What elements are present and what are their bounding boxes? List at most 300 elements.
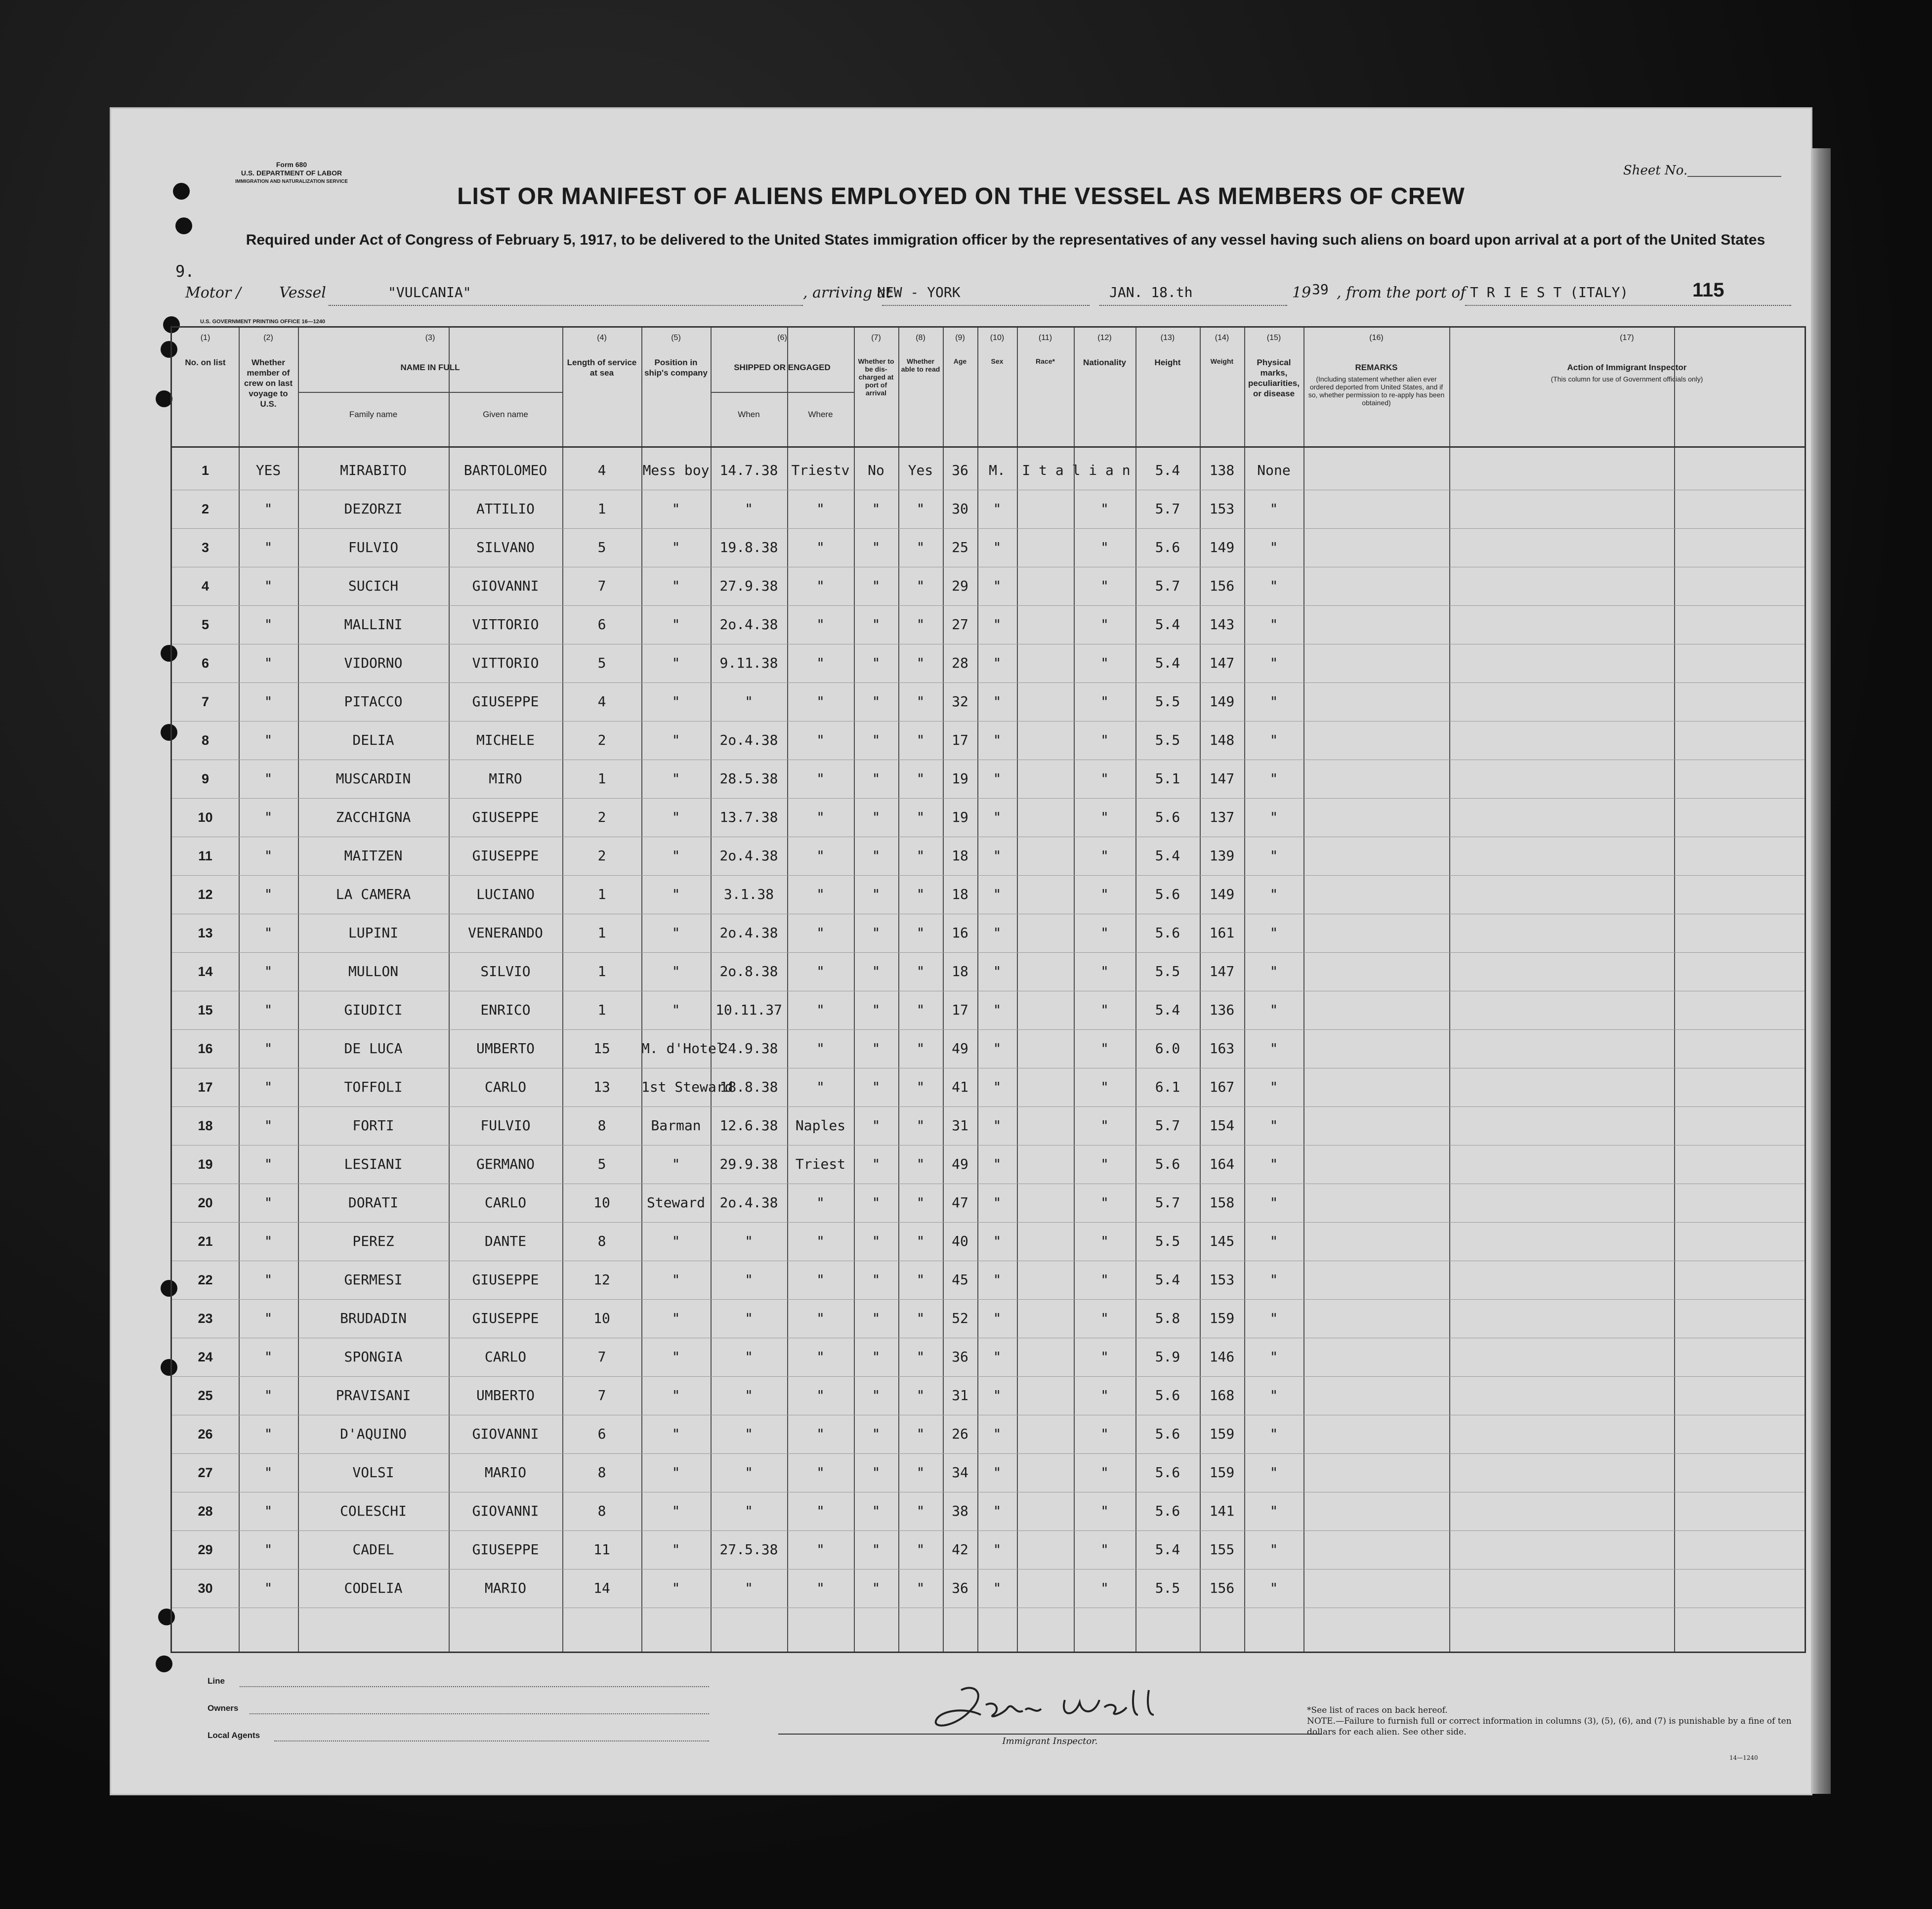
owners-field [250,1713,709,1714]
cell-weight: 161 [1209,925,1235,941]
cell-age: 34 [952,1464,968,1481]
cell-height: 5.6 [1155,1464,1180,1481]
cell-discharged: No [868,462,884,478]
cell-given: GIOVANNI [472,578,539,594]
cell-marks: " [1269,1541,1278,1558]
cell-weight: 158 [1209,1194,1235,1211]
cell-nationality: " [1100,1503,1109,1519]
cell-service: 8 [597,1233,606,1249]
crew-table [170,326,1806,1653]
cell-where: " [816,1272,825,1288]
cell-last: " [264,539,273,555]
table-row [172,1530,1805,1569]
column-number: (2) [263,334,273,342]
cell-given: VENERANDO [468,925,543,941]
column-header: Age [953,357,967,365]
cell-sex: " [993,1194,1002,1211]
cell-position: M. d'Hotel [641,1040,725,1057]
cell-given: ATTILIO [476,501,535,517]
cell-where: " [816,1541,825,1558]
cell-height: 5.5 [1155,732,1180,748]
cell-where: " [816,578,825,594]
cell-nationality: " [1100,616,1109,633]
cell-when: " [745,1580,753,1596]
cell-sex: " [993,616,1002,633]
cell-last: " [264,848,273,864]
cell-position: " [672,732,680,748]
cell-where: " [816,848,825,864]
cell-weight: 149 [1209,539,1235,555]
table-row [172,991,1805,1029]
cell-marks: " [1269,1002,1278,1018]
form-number: Form 680 [276,161,307,169]
cell-service: 7 [597,1387,606,1403]
cell-height: 5.1 [1155,770,1180,787]
cell-where: Naples [795,1117,846,1134]
cell-age: 18 [952,848,968,864]
cell-sex: " [993,539,1002,555]
cell-position: " [672,1464,680,1481]
cell-when: 2o.4.38 [719,616,778,633]
cell-height: 5.4 [1155,1272,1180,1288]
cell-when: 14.7.38 [719,462,778,478]
cell-height: 5.6 [1155,1387,1180,1403]
table-row [172,1338,1805,1376]
fine-note: NOTE.—Failure to furnish full or correct information in columns (3), (5), (6), and (7) is punishable by a fine of ten dollars for each alien. See other side. [1307,1716,1792,1737]
table-row [172,451,1805,490]
cell-nationality: " [1100,886,1109,902]
cell-last: " [264,1580,273,1596]
cell-age: 49 [952,1156,968,1172]
cell-when: " [745,1310,753,1326]
vessel-underline [329,305,803,306]
cell-age: 41 [952,1079,968,1095]
cell-nationality: " [1100,1194,1109,1211]
cell-sex: " [993,732,1002,748]
cell-no: 20 [198,1195,213,1210]
cell-where: " [816,886,825,902]
cell-no: 3 [201,540,210,555]
table-row [172,1453,1805,1492]
cell-read: " [916,963,925,979]
cell-marks: " [1269,1233,1278,1249]
cell-marks: " [1269,616,1278,633]
cell-service: 1 [597,1002,606,1018]
cell-where: " [816,1387,825,1403]
cell-height: 5.5 [1155,693,1180,710]
cell-given: MICHELE [476,732,535,748]
table-row [172,952,1805,991]
cell-age: 19 [952,809,968,825]
cell-discharged: " [872,1387,881,1403]
cell-sex: " [993,1079,1002,1095]
column-header: SHIPPED OR ENGAGED [734,363,831,372]
cell-last: " [264,616,273,633]
cell-when: " [745,1272,753,1288]
cell-service: 5 [597,655,606,671]
cell-age: 45 [952,1272,968,1288]
row-divider [172,1376,1805,1377]
cell-given: FULVIO [480,1117,531,1134]
cell-sex: " [993,1272,1002,1288]
cell-family: LUPINI [348,925,399,941]
cell-position: " [672,501,680,517]
row-divider [172,1569,1805,1570]
cell-height: 5.6 [1155,1426,1180,1442]
cell-nationality: " [1100,539,1109,555]
cell-where: Triestv [791,462,850,478]
cell-read: " [916,578,925,594]
cell-no: 6 [201,656,210,671]
cell-nationality: " [1100,1002,1109,1018]
cell-sex: " [993,1580,1002,1596]
column-number: (8) [916,334,925,342]
cell-where: " [816,655,825,671]
cell-read: " [916,770,925,787]
cell-nationality: " [1100,1079,1109,1095]
cell-position: " [672,809,680,825]
cell-when: " [745,1464,753,1481]
cell-nationality: " [1100,1541,1109,1558]
cell-no: 15 [198,1003,213,1018]
cell-marks: " [1269,655,1278,671]
cell-where: " [816,616,825,633]
arriving-label: , arriving at [803,284,892,301]
cell-service: 2 [597,848,606,864]
cell-weight: 148 [1209,732,1235,748]
cell-discharged: " [872,1426,881,1442]
cell-weight: 138 [1209,462,1235,478]
cell-height: 5.6 [1155,886,1180,902]
table-row [172,644,1805,682]
cell-sex: " [993,1464,1002,1481]
cell-sex: " [993,925,1002,941]
cell-service: 7 [597,578,606,594]
cell-height: 5.6 [1155,1503,1180,1519]
cell-sex: " [993,770,1002,787]
cell-sex: " [993,963,1002,979]
cell-family: DELIA [352,732,394,748]
cell-sex: " [993,693,1002,710]
cell-discharged: " [872,1233,881,1249]
cell-age: 25 [952,539,968,555]
column-header: No. on list [185,358,226,367]
cell-marks: " [1269,1040,1278,1057]
table-row [172,1299,1805,1338]
cell-height: 6.1 [1155,1079,1180,1095]
cell-weight: 136 [1209,1002,1235,1018]
table-row [172,1184,1805,1222]
cell-read: " [916,1580,925,1596]
cell-weight: 147 [1209,963,1235,979]
cell-where: " [816,770,825,787]
column-header: Height [1154,358,1181,367]
cell-family: PITACCO [344,693,403,710]
table-row [172,528,1805,567]
service-name: IMMIGRATION AND NATURALIZATION SERVICE [235,179,348,184]
cell-where: " [816,732,825,748]
line-field [240,1686,709,1687]
cell-nationality: " [1100,1117,1109,1134]
column-number: (5) [671,334,681,342]
cell-age: 32 [952,693,968,710]
cell-marks: " [1269,770,1278,787]
cell-height: 5.5 [1155,1580,1180,1596]
cell-where: " [816,1503,825,1519]
cell-given: MARIO [484,1464,527,1481]
cell-when: 24.9.38 [719,1040,778,1057]
row-divider [172,605,1805,606]
cell-height: 5.7 [1155,578,1180,594]
cell-discharged: " [872,809,881,825]
cell-where: " [816,1464,825,1481]
cell-height: 5.6 [1155,1156,1180,1172]
cell-age: 17 [952,1002,968,1018]
page-title: LIST OR MANIFEST OF ALIENS EMPLOYED ON THE VESSEL AS MEMBERS OF CREW [457,183,1465,210]
cell-given: GIUSEPPE [472,1541,539,1558]
cell-when: " [745,1503,753,1519]
cell-when: " [745,1233,753,1249]
cell-nationality: " [1100,925,1109,941]
cell-where: " [816,1040,825,1057]
cell-family: MALLINI [344,616,403,633]
column-subheader: Where [808,410,833,419]
cell-read: " [916,1426,925,1442]
cell-service: 1 [597,925,606,941]
cell-no: 14 [198,964,213,979]
cell-service: 8 [597,1117,606,1134]
cell-nationality: " [1100,1156,1109,1172]
table-row [172,1145,1805,1184]
cell-last: " [264,693,273,710]
cell-age: 42 [952,1541,968,1558]
cell-height: 5.7 [1155,501,1180,517]
cell-where: " [816,501,825,517]
cell-when: " [745,1426,753,1442]
cell-last: " [264,1117,273,1134]
cell-position: " [672,1580,680,1596]
cell-age: 18 [952,963,968,979]
cell-last: " [264,1387,273,1403]
cell-sex: " [993,848,1002,864]
departure-underline [1465,305,1791,306]
cell-nationality: " [1100,1272,1109,1288]
form-header [188,161,395,186]
cell-service: 12 [593,1272,610,1288]
cell-weight: 154 [1209,1117,1235,1134]
cell-where: " [816,1194,825,1211]
cell-when: " [745,1387,753,1403]
cell-no: 4 [201,579,210,594]
cell-last: " [264,886,273,902]
cell-discharged: " [872,539,881,555]
column-header-note: (Including statement whether alien ever ordered deported from United States, and if so, whether permission to re-apply has been obtained) [1308,375,1445,407]
cell-when: 29.9.38 [719,1156,778,1172]
cell-position: Steward [646,1194,705,1211]
local-agents-field [274,1740,709,1741]
cell-family: FULVIO [348,539,399,555]
cell-marks: None [1257,462,1291,478]
cell-marks: " [1269,963,1278,979]
cell-no: 28 [198,1504,213,1519]
cell-family: DEZORZI [344,501,403,517]
cell-no: 16 [198,1041,213,1056]
table-row [172,914,1805,952]
cell-height: 5.9 [1155,1349,1180,1365]
column-number: (12) [1097,334,1112,342]
cell-age: 16 [952,925,968,941]
cell-where: " [816,1426,825,1442]
line-label: Line [208,1676,225,1686]
cell-given: SILVIO [480,963,531,979]
cell-read: " [916,1503,925,1519]
cell-nationality: " [1100,1580,1109,1596]
cell-discharged: " [872,1541,881,1558]
cell-position: " [672,693,680,710]
cell-position: " [672,963,680,979]
column-header: Weight [1210,357,1234,365]
cell-service: 4 [597,693,606,710]
cell-family: CODELIA [344,1580,403,1596]
vessel-label: Vessel [279,284,326,301]
cell-sex: " [993,1156,1002,1172]
signature-line [778,1734,1322,1735]
cell-last: " [264,1079,273,1095]
cell-position: Barman [651,1117,701,1134]
cell-read: Yes [908,462,933,478]
column-header: Nationality [1083,358,1126,367]
cell-marks: " [1269,925,1278,941]
cell-where: " [816,925,825,941]
cell-read: " [916,925,925,941]
cell-given: GIUSEPPE [472,848,539,864]
cell-where: " [816,1310,825,1326]
cell-no: 2 [201,502,210,516]
cell-weight: 159 [1209,1310,1235,1326]
cell-no: 22 [198,1273,213,1287]
cell-age: 38 [952,1503,968,1519]
cell-last: " [264,1233,273,1249]
cell-service: 7 [597,1349,606,1365]
column-header: Physical marks, peculiarities, or disease [1248,358,1300,398]
cell-height: 5.4 [1155,1002,1180,1018]
port-underline [882,305,1090,306]
cell-given: ENRICO [480,1002,531,1018]
cell-family: MIRABITO [340,462,407,478]
cell-discharged: " [872,1079,881,1095]
cell-family: CADEL [352,1541,394,1558]
cell-weight: 149 [1209,693,1235,710]
cell-position: " [672,770,680,787]
cell-weight: 143 [1209,616,1235,633]
vessel-name: "VULCANIA" [388,284,471,300]
cell-height: 5.6 [1155,809,1180,825]
cell-when: 12.6.38 [719,1117,778,1134]
cell-sex: " [993,1040,1002,1057]
table-row [172,837,1805,875]
cell-height: 5.6 [1155,925,1180,941]
cell-last: " [264,1464,273,1481]
cell-marks: " [1269,809,1278,825]
cell-no: 7 [201,694,210,709]
cell-where: " [816,1002,825,1018]
cell-height: 5.4 [1155,616,1180,633]
cell-last: " [264,1310,273,1326]
cell-family: MUSCARDIN [336,770,411,787]
arrival-date: JAN. 18.th [1109,284,1193,300]
cell-read: " [916,1117,925,1134]
cell-given: GIOVANNI [472,1426,539,1442]
column-header: Whether member of crew on last voyage to U.S. [244,358,293,409]
cell-family: GIUDICI [344,1002,403,1018]
cell-position: " [672,848,680,864]
cell-given: BARTOLOMEO [463,462,547,478]
cell-last: " [264,963,273,979]
cell-age: 30 [952,501,968,517]
cell-read: " [916,1040,925,1057]
cell-service: 5 [597,539,606,555]
cell-age: 17 [952,732,968,748]
cell-family: FORTI [352,1117,394,1134]
cell-discharged: " [872,732,881,748]
cell-family: TOFFOLI [344,1079,403,1095]
table-row [172,567,1805,605]
cell-height: 5.7 [1155,1194,1180,1211]
cell-last: " [264,1426,273,1442]
column-header-note: (This column for use of Government officials only) [1551,375,1703,383]
cell-weight: 156 [1209,578,1235,594]
date-underline [1099,305,1287,306]
cell-family: COLESCHI [340,1503,407,1519]
row-divider [172,1530,1805,1531]
column-subheader: When [738,410,760,419]
cell-sex: " [993,1002,1002,1018]
column-header: REMARKS [1355,363,1398,372]
cell-family: MULLON [348,963,399,979]
cell-sex: " [993,1233,1002,1249]
cell-given: GIUSEPPE [472,1272,539,1288]
cell-last: " [264,1002,273,1018]
cell-where: " [816,539,825,555]
cell-marks: " [1269,1272,1278,1288]
cell-family: SUCICH [348,578,399,594]
subheader-rule [298,392,562,393]
cell-discharged: " [872,1349,881,1365]
cell-service: 2 [597,732,606,748]
cell-read: " [916,655,925,671]
cell-service: 8 [597,1503,606,1519]
table-row [172,682,1805,721]
column-number: (14) [1215,334,1229,342]
cell-last: " [264,1349,273,1365]
row-divider [172,682,1805,683]
cell-last: " [264,732,273,748]
cell-given: MIRO [489,770,522,787]
cell-marks: " [1269,1156,1278,1172]
cell-given: DANTE [484,1233,527,1249]
cell-service: 1 [597,963,606,979]
cell-read: " [916,616,925,633]
arrival-year: 39 [1312,281,1329,297]
form-code: 14—1240 [1729,1754,1758,1761]
column-subheader: Family name [349,410,398,419]
column-number: (7) [871,334,881,342]
row-divider [172,1453,1805,1454]
cell-marks: " [1269,1503,1278,1519]
row-divider [172,1029,1805,1030]
cell-discharged: " [872,1580,881,1596]
cell-no: 26 [198,1427,213,1442]
